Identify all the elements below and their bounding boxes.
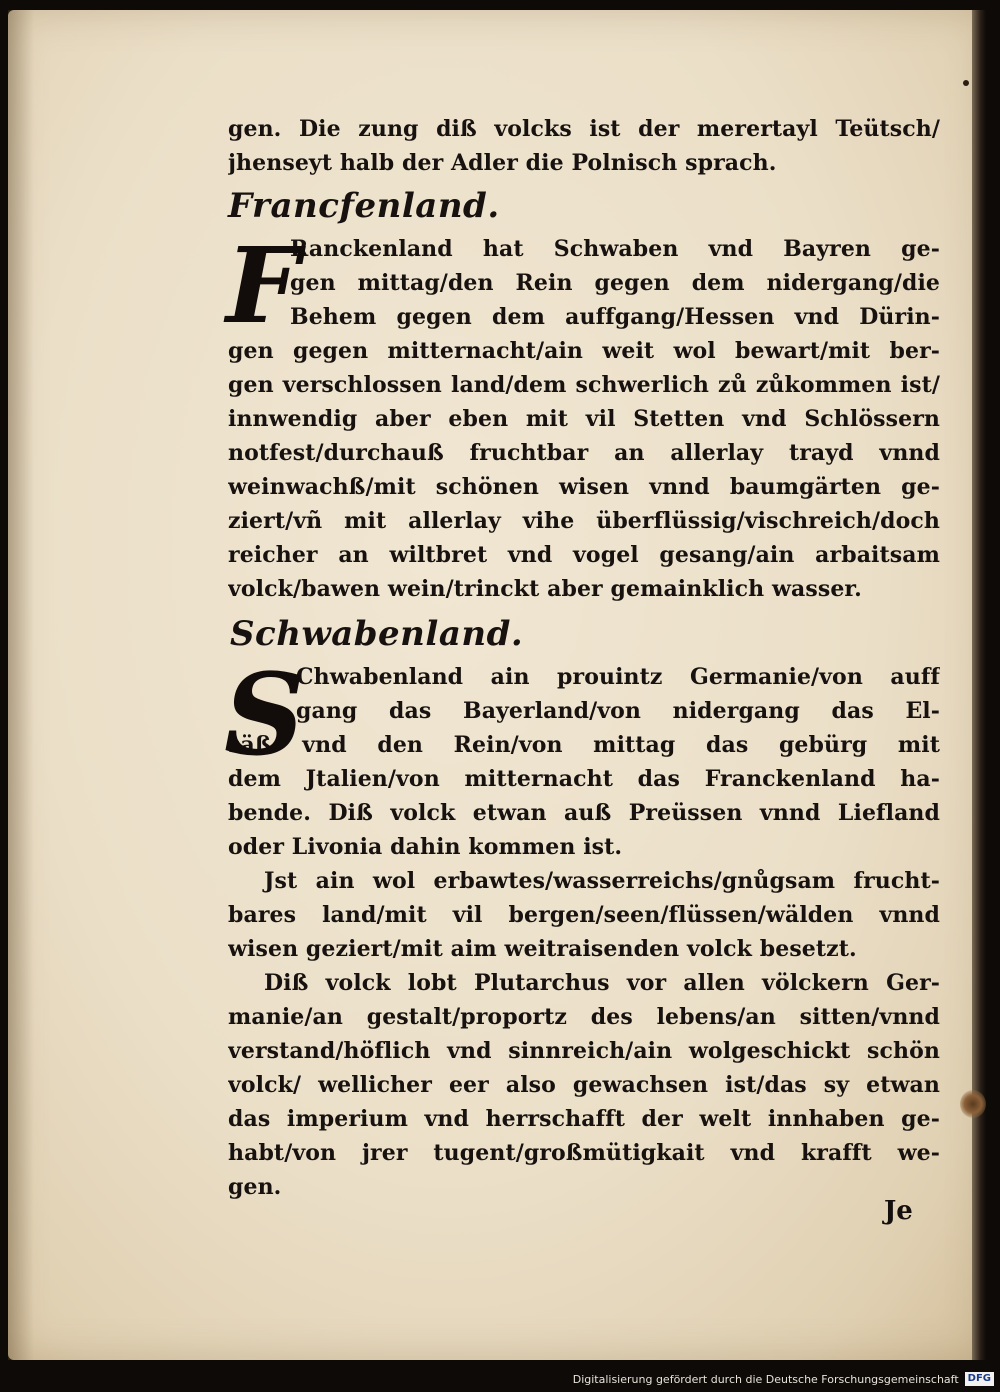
section-heading-franckenland: Francfenland. [228, 186, 500, 226]
ink-dot [963, 80, 969, 86]
dfg-logo-icon: DFG [965, 1372, 994, 1386]
paragraph-plutarchus [228, 966, 940, 1204]
text-line: oder Livonia dahin kommen ist. [228, 834, 623, 860]
text-line: gen. Die zung diß volcks ist der merertayl Teütsch/ [228, 116, 940, 142]
text-line: gang das Bayerland/von nidergang das El- [296, 698, 940, 724]
drop-cap: S [224, 650, 305, 781]
text-line: Behem gegen dem auffgang/Hessen vnd Dürin- [290, 304, 940, 330]
text-line: säß vnd den Rein/von mittag das gebürg mit [228, 732, 940, 758]
text-line: verstand/höflich vnd sinnreich/ain wolgeschickt schön [228, 1038, 940, 1064]
text-line: volck/ wellicher eer also gewachsen ist/das sy etwan [228, 1072, 940, 1098]
text-line: gen verschlossen land/dem schwerlich zů zůkommen ist/ [228, 372, 940, 398]
paragraph-schwabenland [224, 650, 940, 864]
text-line: reicher an wiltbret vnd vogel gesang/ain arbaitsam [228, 542, 940, 568]
paper-stain [960, 1090, 986, 1118]
paragraph-franckenland [226, 224, 940, 606]
body-text [224, 112, 940, 1204]
text-line: innwendig aber eben mit vil Stetten vnd Schlössern [228, 406, 940, 432]
paragraph-land [228, 864, 940, 966]
text-line: Jst ain wol erbawtes/wasserreichs/gnůgsam frucht- [264, 868, 940, 894]
catchword: Je [884, 1196, 913, 1226]
section-heading-schwabenland: Schwabenland. [230, 614, 524, 654]
footer-text: Digitalisierung gefördert durch die Deutsche Forschungsgemeinschaft [572, 1372, 959, 1386]
text-line: weinwachß/mit schönen wisen vnnd baumgärten ge- [228, 474, 940, 500]
text-line: bares land/mit vil bergen/seen/flüssen/wälden vnnd [228, 902, 940, 928]
text-line: volck/bawen wein/trinckt aber gemainklich wasser. [228, 576, 862, 602]
text-line: gen mittag/den Rein gegen dem nidergang/die [290, 270, 940, 296]
text-line: manie/an gestalt/proportz des lebens/an sitten/vnnd [228, 1004, 940, 1030]
text-line: notfest/durchauß fruchtbar an allerlay trayd vnnd [228, 440, 940, 466]
text-line: das imperium vnd herrschafft der welt innhaben ge- [228, 1106, 940, 1132]
text-line: dem Jtalien/von mitternacht das Franckenland ha- [228, 766, 940, 792]
text-line: gen. [228, 1174, 282, 1200]
text-line: jhenseyt halb der Adler die Polnisch sprach. [228, 150, 777, 176]
text-line: gen gegen mitternacht/ain weit wol bewart/mit ber- [228, 338, 940, 364]
digitization-footer [573, 1370, 994, 1388]
drop-cap: F [226, 224, 300, 347]
text-line: Ranckenland hat Schwaben vnd Bayren ge- [290, 236, 940, 262]
text-line: bende. Diß volck etwan auß Preüssen vnnd Liefland [228, 800, 940, 826]
text-line: wisen geziert/mit aim weitraisenden volck besetzt. [228, 936, 857, 962]
text-line: ziert/vñ mit allerlay vihe überflüssig/vischreich/doch [228, 508, 940, 534]
text-line: Chwabenland ain prouintz Germanie/von auff [296, 664, 940, 690]
book-spine-edge [972, 10, 986, 1360]
text-line: Diß volck lobt Plutarchus vor allen völckern Ger- [264, 970, 940, 996]
text-line: habt/von jrer tugent/großmütigkait vnd krafft we- [228, 1140, 940, 1166]
